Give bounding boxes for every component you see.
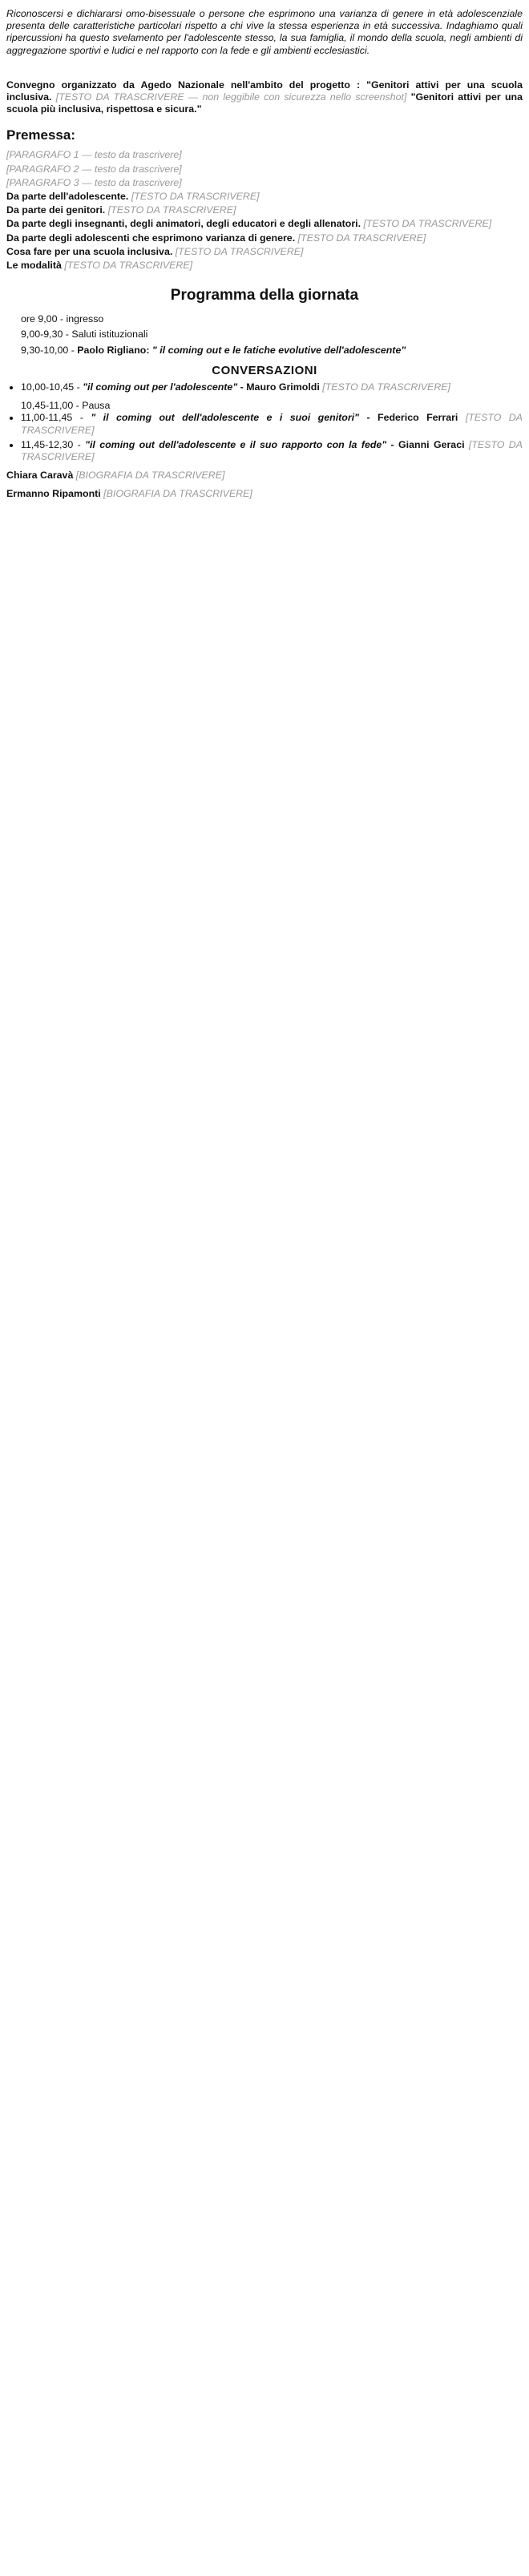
talks-list xyxy=(6,381,523,393)
section-text: [TESTO DA TRASCRIVERE] xyxy=(297,232,426,244)
section-paragraph xyxy=(6,232,523,244)
talk-rest: [TESTO DA TRASCRIVERE] xyxy=(21,438,523,463)
section-paragraph xyxy=(6,218,523,230)
section-paragraph xyxy=(6,260,523,272)
schedule-item xyxy=(21,329,523,341)
section-paragraph xyxy=(6,191,523,203)
premessa-paragraph: [PARAGRAFO 3 — testo da trascrivere] xyxy=(6,176,182,188)
bio-paragraph xyxy=(6,488,523,500)
talk-title: "il coming out per l'adolescente" xyxy=(83,381,238,393)
section-heading: Da parte dei genitori. xyxy=(6,204,106,216)
talk-item xyxy=(21,412,523,436)
talk-time: 11,45-12,30 - xyxy=(21,438,81,450)
section-text: [TESTO DA TRASCRIVERE] xyxy=(363,218,492,230)
section-paragraph xyxy=(6,246,523,258)
section-text: [TESTO DA TRASCRIVERE] xyxy=(64,260,193,272)
bio-text: [BIOGRAFIA DA TRASCRIVERE] xyxy=(75,470,225,482)
premessa-paragraph: [PARAGRAFO 2 — testo da trascrivere] xyxy=(6,163,182,175)
talk-item xyxy=(21,381,523,393)
talk-speaker: - Gianni Geraci xyxy=(390,438,465,450)
schedule-item xyxy=(21,345,523,357)
section-heading: Da parte degli insegnanti, degli animatori, degli educatori e degli allenatori. xyxy=(6,218,361,230)
schedule-time: 9,30-10,00 - xyxy=(21,344,75,356)
talk-title: " il coming out dell'adolescente e i suoi genitori" xyxy=(91,412,359,424)
talk-time: 10,00-10,45 - xyxy=(21,381,80,393)
schedule-speaker: Paolo Rigliano: xyxy=(77,344,150,356)
section-heading: Da parte dell'adolescente. xyxy=(6,191,129,203)
talks-list xyxy=(6,412,523,463)
bio-name: Chiara Caravà xyxy=(6,470,74,482)
schedule-time: ore 9,00 - ingresso xyxy=(21,313,104,325)
schedule-item xyxy=(21,313,523,325)
section-heading: Le modalità xyxy=(6,260,62,272)
bio-name: Ermanno Ripamonti xyxy=(6,488,101,500)
conversazioni-title: CONVERSAZIONI xyxy=(212,363,317,377)
schedule-topic: " il coming out e le fatiche evolutive dell'adolescente" xyxy=(151,344,406,356)
premessa-paragraph: [PARAGRAFO 1 — testo da trascrivere] xyxy=(6,149,182,161)
talk-time: 11,00-11,45 - xyxy=(21,412,83,424)
bio-paragraph xyxy=(6,470,523,482)
section-heading: Cosa fare per una scuola inclusiva. xyxy=(6,245,173,257)
talk-rest: [TESTO DA TRASCRIVERE] xyxy=(322,381,450,393)
talk-speaker: - Mauro Grimoldi xyxy=(240,381,320,393)
section-text: [TESTO DA TRASCRIVERE] xyxy=(131,191,260,203)
section-paragraph xyxy=(6,204,523,216)
programma-title: Programma della giornata xyxy=(170,287,359,304)
intro-paragraph: Riconoscersi e dichiararsi omo-bisessuale o persone che esprimono una varianza di genere in età adolescenziale presenta delle caratteristiche particolari rispetto a chi vive la stessa esperienza in età successiva. Indaghiamo quali ripercussioni ha questo svelamento per l'adolescente stesso, la sua famiglia, il mondo della scuola, negli ambienti di aggregazione sportivi e ludici e nel rapporto con la fede e gli ambienti ecclesiastici. xyxy=(6,8,523,56)
talk-item xyxy=(21,439,523,463)
section-heading: Da parte degli adolescenti che esprimono varianza di genere. xyxy=(6,232,296,244)
schedule-time: 9,00-9,30 - Saluti istituzionali xyxy=(21,329,148,341)
talk-title: "il coming out dell'adolescente e il suo rapporto con la fede" xyxy=(85,438,387,450)
lead-bold: Convegno organizzato da Agedo Nazionale nell'ambito del progetto : "Genitori attivi per una scuola inclusiva. xyxy=(6,79,523,103)
pause-item: 10,45-11,00 - Pausa xyxy=(21,400,111,412)
section-text: [TESTO DA TRASCRIVERE] xyxy=(175,245,304,257)
lead-normal: [TESTO DA TRASCRIVERE — non leggibile con sicurezza nello screenshot] xyxy=(55,91,407,103)
talk-rest: [TESTO DA TRASCRIVERE] xyxy=(21,412,523,436)
lead-bold-end: "Genitori attivi per una scuola più inclusiva, rispettosa e sicura." xyxy=(6,91,523,115)
premessa-title: Premessa: xyxy=(6,127,76,143)
lead-paragraph xyxy=(6,79,523,116)
talk-speaker: - Federico Ferrari xyxy=(366,412,458,424)
bio-text: [BIOGRAFIA DA TRASCRIVERE] xyxy=(103,488,252,500)
document-page xyxy=(0,0,529,515)
section-text: [TESTO DA TRASCRIVERE] xyxy=(107,204,236,216)
